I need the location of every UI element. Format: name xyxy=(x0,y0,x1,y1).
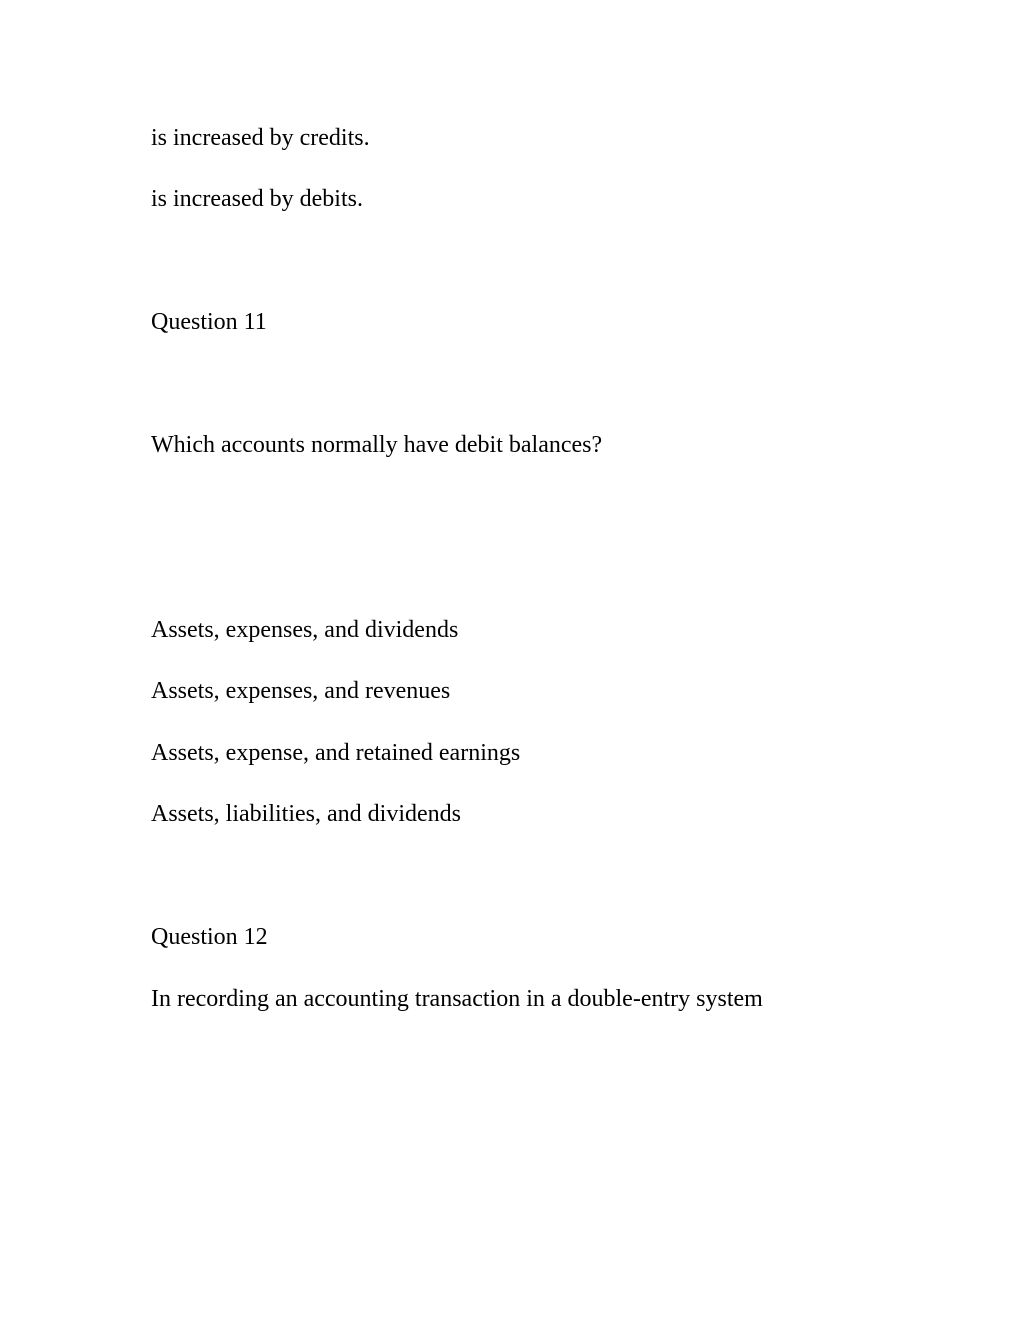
question-12-heading: Question 12 xyxy=(151,924,268,950)
question-11-option-2: Assets, expenses, and revenues xyxy=(151,678,451,704)
answer-option-increased-by-debits: is increased by debits. xyxy=(151,186,363,212)
question-12-prompt: In recording an accounting transaction in a double-entry system xyxy=(151,986,763,1012)
question-11-heading: Question 11 xyxy=(151,309,267,335)
answer-option-increased-by-credits: is increased by credits. xyxy=(151,125,370,151)
question-11-option-3: Assets, expense, and retained earnings xyxy=(151,740,521,766)
question-11-option-1: Assets, expenses, and dividends xyxy=(151,617,459,643)
question-11-option-4: Assets, liabilities, and dividends xyxy=(151,801,461,827)
question-11-prompt: Which accounts normally have debit balances? xyxy=(151,432,603,458)
